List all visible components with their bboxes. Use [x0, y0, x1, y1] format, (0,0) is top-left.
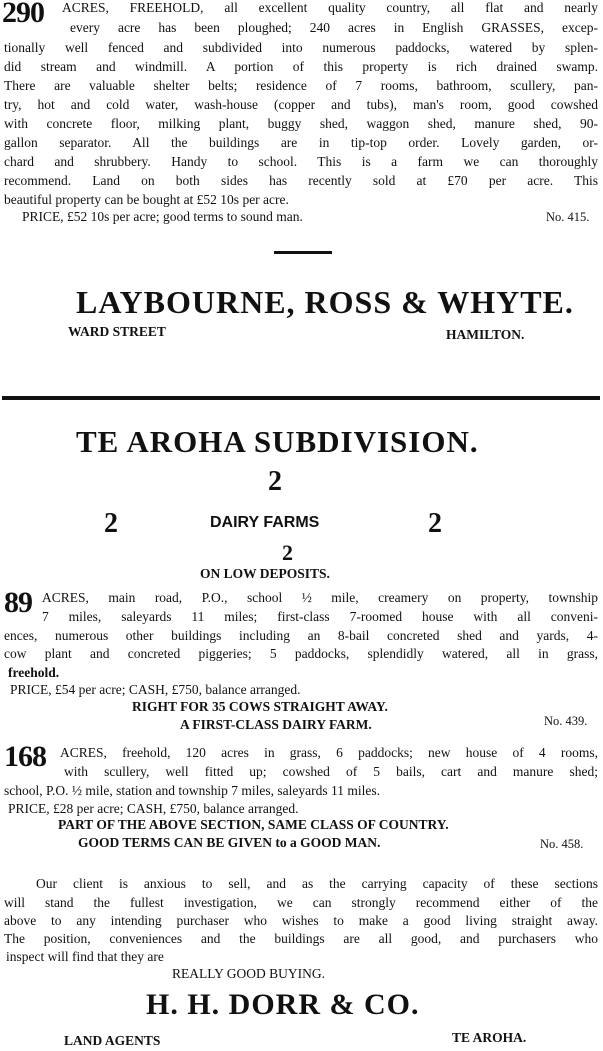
listing-text-line: recommend. Land on both sides has recently sold at £70 per acre. This [4, 173, 598, 188]
listing-text-line: cow plant and concreted piggeries; 5 paddocks, splendidly watered, all in grass, [4, 646, 598, 661]
section-divider [2, 396, 600, 400]
low-deposits-line: ON LOW DEPOSITS. [200, 566, 330, 581]
closing-text-line: above to any intending purchaser who wishes to make a good living straight away. [4, 913, 598, 928]
listing-text-line: every acre has been ploughed; 240 acres in English GRASSES, excep- [70, 20, 598, 35]
listing-note: GOOD TERMS CAN BE GIVEN to a GOOD MAN. [78, 835, 381, 850]
listing-text-line: gallon separator. All the buildings are in tip-top order. Lovely garden, or- [4, 135, 598, 150]
listing-text-line: with scullery, well fitted up; cowshed of 5 bails, cart and manure shed; [64, 764, 598, 779]
listing-text-line: freehold. [8, 665, 60, 680]
listing-text-line: with concrete floor, milking plant, buggy shed, waggon shed, manure shed, 90- [4, 116, 598, 131]
closing-text-line: The position, conveniences and the buildings are all good, and purchasers who [4, 931, 598, 946]
firm-role: LAND AGENTS [64, 1033, 161, 1048]
farm-count-left: 2 [104, 508, 119, 539]
listing-text-line: ACRES, FREEHOLD, all excellent quality country, all flat and nearly [62, 0, 598, 15]
dairy-farms-label: DAIRY FARMS [210, 514, 320, 531]
short-divider [274, 251, 332, 254]
listing-reference-number: No. 439. [544, 714, 588, 728]
listing-note: RIGHT FOR 35 COWS STRAIGHT AWAY. [132, 699, 388, 714]
subdivision-title: TE AROHA SUBDIVISION. [76, 424, 479, 459]
firm-town: HAMILTON. [446, 327, 525, 342]
listing-text-line: There are valuable shelter belts; residence of 7 rooms, bathroom, scullery, pan- [4, 78, 598, 93]
listing-price: PRICE, £52 10s per acre; good terms to sound man. [22, 209, 303, 224]
closing-tagline: REALLY GOOD BUYING. [172, 966, 326, 981]
listing-text-line: chard and shrubbery. Handy to school. This is a farm we can thoroughly [4, 154, 598, 169]
listing-text-line: ences, numerous other buildings including an 8-bail concreted shed and yards, 4- [4, 628, 598, 643]
listing-text-line: beautiful property can be bought at £52 10s per acre. [4, 192, 289, 207]
listing-text-line: ACRES, freehold, 120 acres in grass, 6 paddocks; new house of 4 rooms, [60, 745, 598, 760]
listing-text-line: ACRES, main road, P.O., school ½ mile, creamery on property, township [42, 590, 598, 605]
closing-text-line: will stand the fullest investigation, we can strongly recommend either of the [4, 895, 598, 910]
listing-reference-number: No. 458. [540, 837, 584, 851]
listing-acreage-number: 89 [4, 586, 32, 619]
farm-count-right: 2 [428, 508, 443, 539]
listing-acreage-number: 168 [4, 740, 46, 773]
listing-text-line: school, P.O. ½ mile, station and township 7 miles, saleyards 11 miles. [4, 783, 380, 798]
firm-name: LAYBOURNE, ROSS & WHYTE. [76, 284, 574, 320]
listing-note: PART OF THE ABOVE SECTION, SAME CLASS OF COUNTRY. [58, 817, 449, 832]
listing-text-line: 7 miles, saleyards 11 miles; first-class 7-roomed house with all conveni- [42, 609, 598, 624]
closing-text-line: inspect will find that they are [6, 949, 164, 964]
listing-text-line: try, hot and cold water, wash-house (copper and tubs), man's room, good cowshed [4, 97, 598, 112]
listing-acreage-number: 290 [2, 0, 44, 29]
listing-text-line: did stream and windmill. A portion of this property is rich drained swamp. [4, 59, 598, 74]
listing-reference-number: No. 415. [546, 210, 590, 224]
farm-count-middle: 2 [282, 540, 294, 565]
farm-count: 2 [268, 466, 283, 497]
firm-street: WARD STREET [68, 324, 166, 339]
firm-town: TE AROHA. [452, 1030, 527, 1045]
listing-note: A FIRST-CLASS DAIRY FARM. [180, 717, 372, 732]
listing-text-line: tionally well fenced and subdivided into numerous paddocks, watered by splen- [4, 40, 598, 55]
listing-price: PRICE, £54 per acre; CASH, £750, balance arranged. [10, 682, 301, 697]
closing-text-line: Our client is anxious to sell, and as the carrying capacity of these sections [36, 876, 598, 891]
firm-name: H. H. DORR & CO. [146, 988, 420, 1021]
listing-price: PRICE, £28 per acre; CASH, £750, balance arranged. [8, 801, 299, 816]
